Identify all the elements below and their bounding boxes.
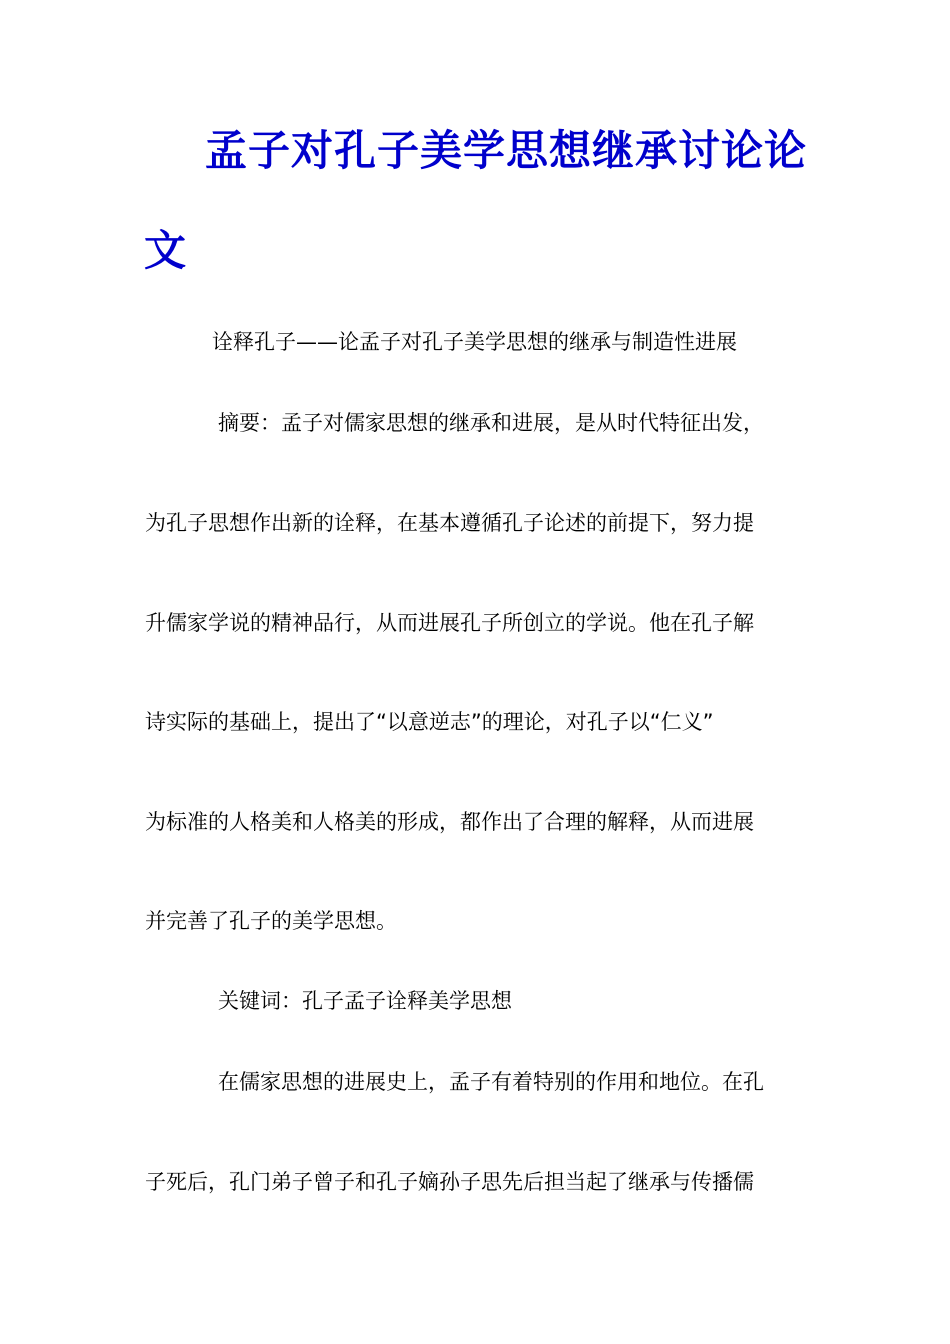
- document-title-line-2: 文: [144, 226, 187, 275]
- body-line-1: 在儒家思想的进展史上，孟子有着特别的作用和地位。在孔: [218, 1070, 764, 1094]
- keywords-line: 关键词：孔子孟子诠释美学思想: [218, 989, 512, 1013]
- abstract-line-6: 并完善了孔子的美学思想。: [145, 909, 397, 933]
- body-line-2: 子死后，孔门弟子曾子和孔子嫡孙子思先后担当起了继承与传播儒: [145, 1170, 754, 1194]
- document-subtitle: 诠释孔子——论孟子对孔子美学思想的继承与制造性进展: [212, 330, 737, 354]
- abstract-line-3: 升儒家学说的精神品行，从而进展孔子所创立的学说。他在孔子解: [145, 611, 754, 635]
- abstract-line-2: 为孔子思想作出新的诠释，在基本遵循孔子论述的前提下，努力提: [145, 511, 754, 535]
- abstract-line-4: 诗实际的基础上，提出了“以意逆志”的理论，对孔子以“仁义”: [145, 710, 714, 734]
- abstract-line-1: 摘要：孟子对儒家思想的继承和进展，是从时代特征出发，: [218, 411, 764, 435]
- document-title-line-1: 孟子对孔子美学思想继承讨论论: [205, 126, 808, 175]
- abstract-line-5: 为标准的人格美和人格美的形成，都作出了合理的解释，从而进展: [145, 810, 754, 834]
